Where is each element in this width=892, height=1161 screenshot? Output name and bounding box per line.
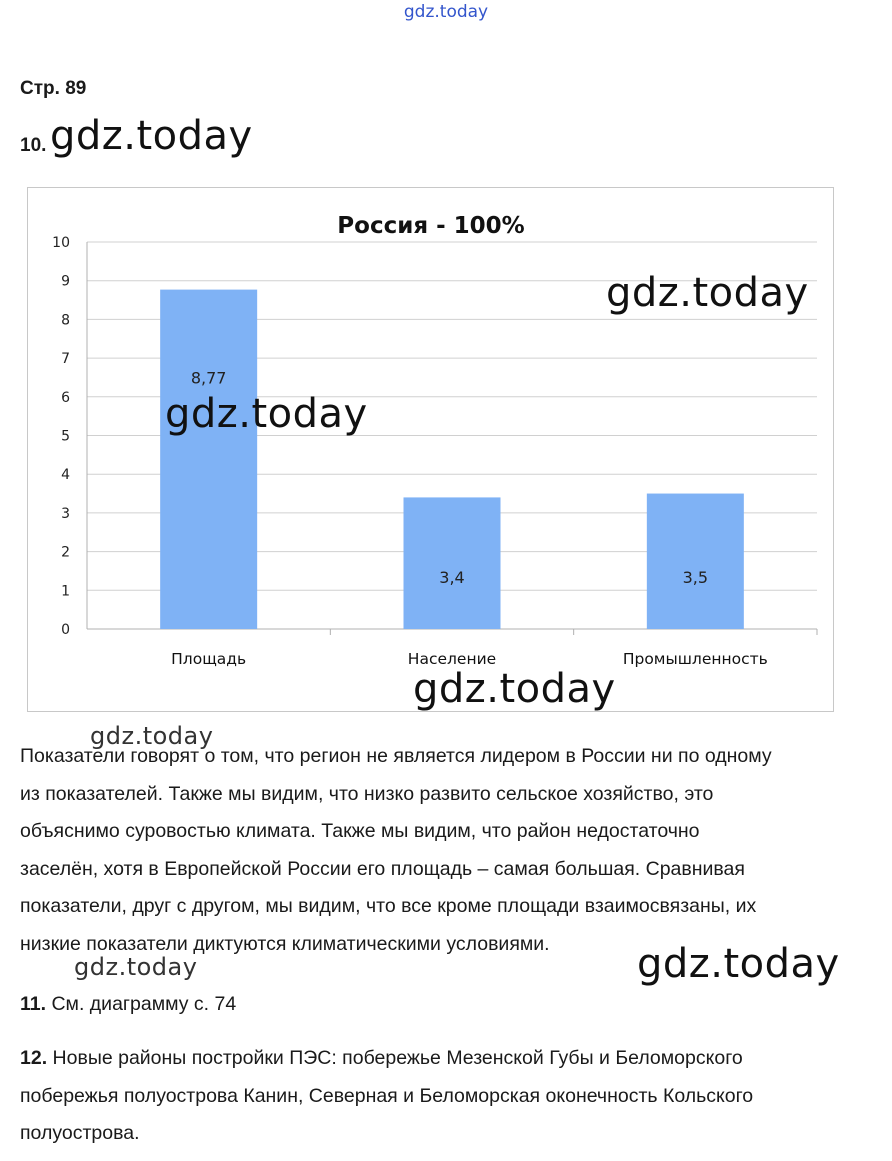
y-tick-label: 0	[61, 622, 70, 638]
paragraph-line: из показателей. Также мы видим, что низко развито сельское хозяйство, это	[20, 782, 714, 805]
task-12-line: полуострова.	[20, 1122, 140, 1144]
x-tick-label: Площадь	[171, 650, 247, 668]
task-12-line: побережья полуострова Канин, Северная и Беломорская оконечность Кольского	[20, 1084, 754, 1107]
site-header-link[interactable]: gdz.today	[403, 2, 489, 22]
watermark: gdz.today	[637, 941, 840, 987]
y-tick-label: 1	[61, 583, 70, 600]
task-11-number: 11.	[20, 993, 47, 1015]
task-11-text: См. диаграмму с. 74	[51, 993, 237, 1015]
paragraph-line: объяснимо суровостью климата. Также мы видим, что район недостаточно	[20, 820, 700, 842]
task-12	[20, 1040, 876, 1153]
chart-container	[27, 187, 834, 712]
paragraph-line: низкие показатели диктуются климатическими условиями.	[20, 932, 550, 955]
y-tick-label: 7	[61, 351, 70, 368]
page-ref: Стр. 89	[20, 78, 87, 99]
bar	[160, 290, 257, 629]
task-12-line: Новые районы постройки ПЭС: побережье Мезенской Губы и Беломорского	[52, 1047, 743, 1069]
x-tick-label: Промышленность	[622, 650, 768, 668]
y-tick-label: 8	[61, 312, 70, 329]
data-label: 3,4	[439, 568, 465, 587]
y-tick-label: 6	[61, 389, 70, 406]
bar-chart	[28, 188, 833, 711]
watermark: gdz.today	[50, 113, 253, 159]
task-10-number: 10.	[20, 135, 47, 156]
watermark: gdz.today	[165, 391, 368, 437]
y-tick-label: 2	[61, 544, 70, 561]
paragraph-line: заселён, хотя в Европейской России его площадь – самая большая. Сравнивая	[20, 857, 745, 880]
bar	[647, 494, 744, 629]
paragraph-line: показатели, друг с другом, мы видим, что все кроме площади взаимосвязаны, их	[20, 895, 757, 917]
chart-title: Россия - 100%	[337, 213, 525, 239]
bar	[404, 497, 501, 629]
task-12-number: 12.	[20, 1047, 48, 1069]
y-tick-label: 3	[61, 505, 70, 522]
watermark: gdz.today	[90, 722, 214, 750]
data-label: 3,5	[682, 568, 709, 587]
explanation-paragraph	[20, 738, 876, 963]
paragraph-line: Показатели говорят о том, что регион не является лидером в России ни по одному	[20, 745, 772, 767]
task-11	[20, 993, 236, 1016]
y-tick-label: 4	[61, 467, 70, 484]
x-tick-label: Население	[407, 650, 497, 668]
watermark: gdz.today	[74, 953, 198, 981]
watermark: gdz.today	[413, 666, 616, 712]
data-label: 8,77	[190, 368, 227, 388]
watermark: gdz.today	[606, 270, 809, 316]
y-tick-label: 10	[52, 235, 70, 251]
y-tick-label: 9	[61, 273, 70, 290]
y-tick-label: 5	[61, 428, 70, 445]
